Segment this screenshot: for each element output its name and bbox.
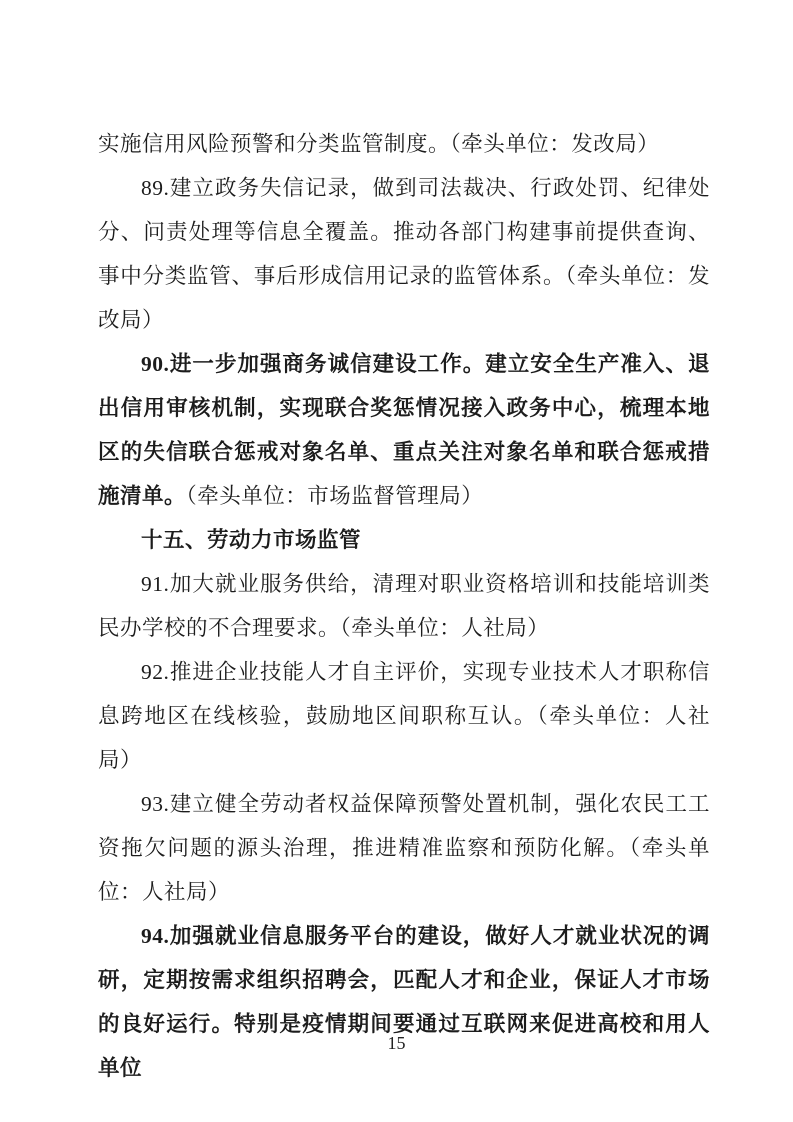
paragraph [98, 342, 710, 518]
text-segment: 91.加大就业服务供给，清理对职业资格培训和技能培训类民办学校的不合理要求。（牵头单位：人社局） [98, 572, 710, 640]
paragraph [98, 122, 710, 166]
bold-text-segment: 90.进一步加强商务诚信建设工作。建立安全生产准入、退出信用审核机制，实现联合奖惩情况接入政务中心，梳理本地区的失信联合惩戒对象名单、重点关注对象名单和联合惩戒措施清单。 [98, 352, 710, 508]
bold-text-segment: 十五、劳动力市场监管 [141, 528, 362, 552]
section-heading [98, 518, 710, 562]
paragraph [98, 562, 710, 650]
text-segment: 89.建立政务失信记录，做到司法裁决、行政处罚、纪律处分、问责处理等信息全覆盖。推动各部门构建事前提供查询、事中分类监管、事后形成信用记录的监管体系。（牵头单位：发改局） [98, 176, 710, 332]
paragraph [98, 166, 710, 342]
text-segment: 93.建立健全劳动者权益保障预警处置机制，强化农民工工资拖欠问题的源头治理，推进精准监察和预防化解。（牵头单位：人社局） [98, 792, 710, 904]
bold-text-segment: 94.加强就业信息服务平台的建设，做好人才就业状况的调研，定期按需求组织招聘会，匹配人才和企业，保证人才市场的良好运行。特别是疫情期间要通过互联网来促进高校和用人单位 [98, 924, 710, 1080]
text-segment: 实施信用风险预警和分类监管制度。（牵头单位：发改局） [98, 132, 660, 156]
text-segment: 92.推进企业技能人才自主评价，实现专业技术人才职称信息跨地区在线核验，鼓励地区间职称互认。（牵头单位：人社局） [98, 660, 710, 772]
page-number: 15 [387, 1033, 406, 1053]
paragraph [98, 914, 710, 1090]
document-body [98, 122, 710, 1090]
paragraph [98, 782, 710, 914]
paragraph [98, 650, 710, 782]
text-segment: （牵头单位：市场监督管理局） [186, 484, 484, 508]
page-footer [0, 1030, 793, 1056]
